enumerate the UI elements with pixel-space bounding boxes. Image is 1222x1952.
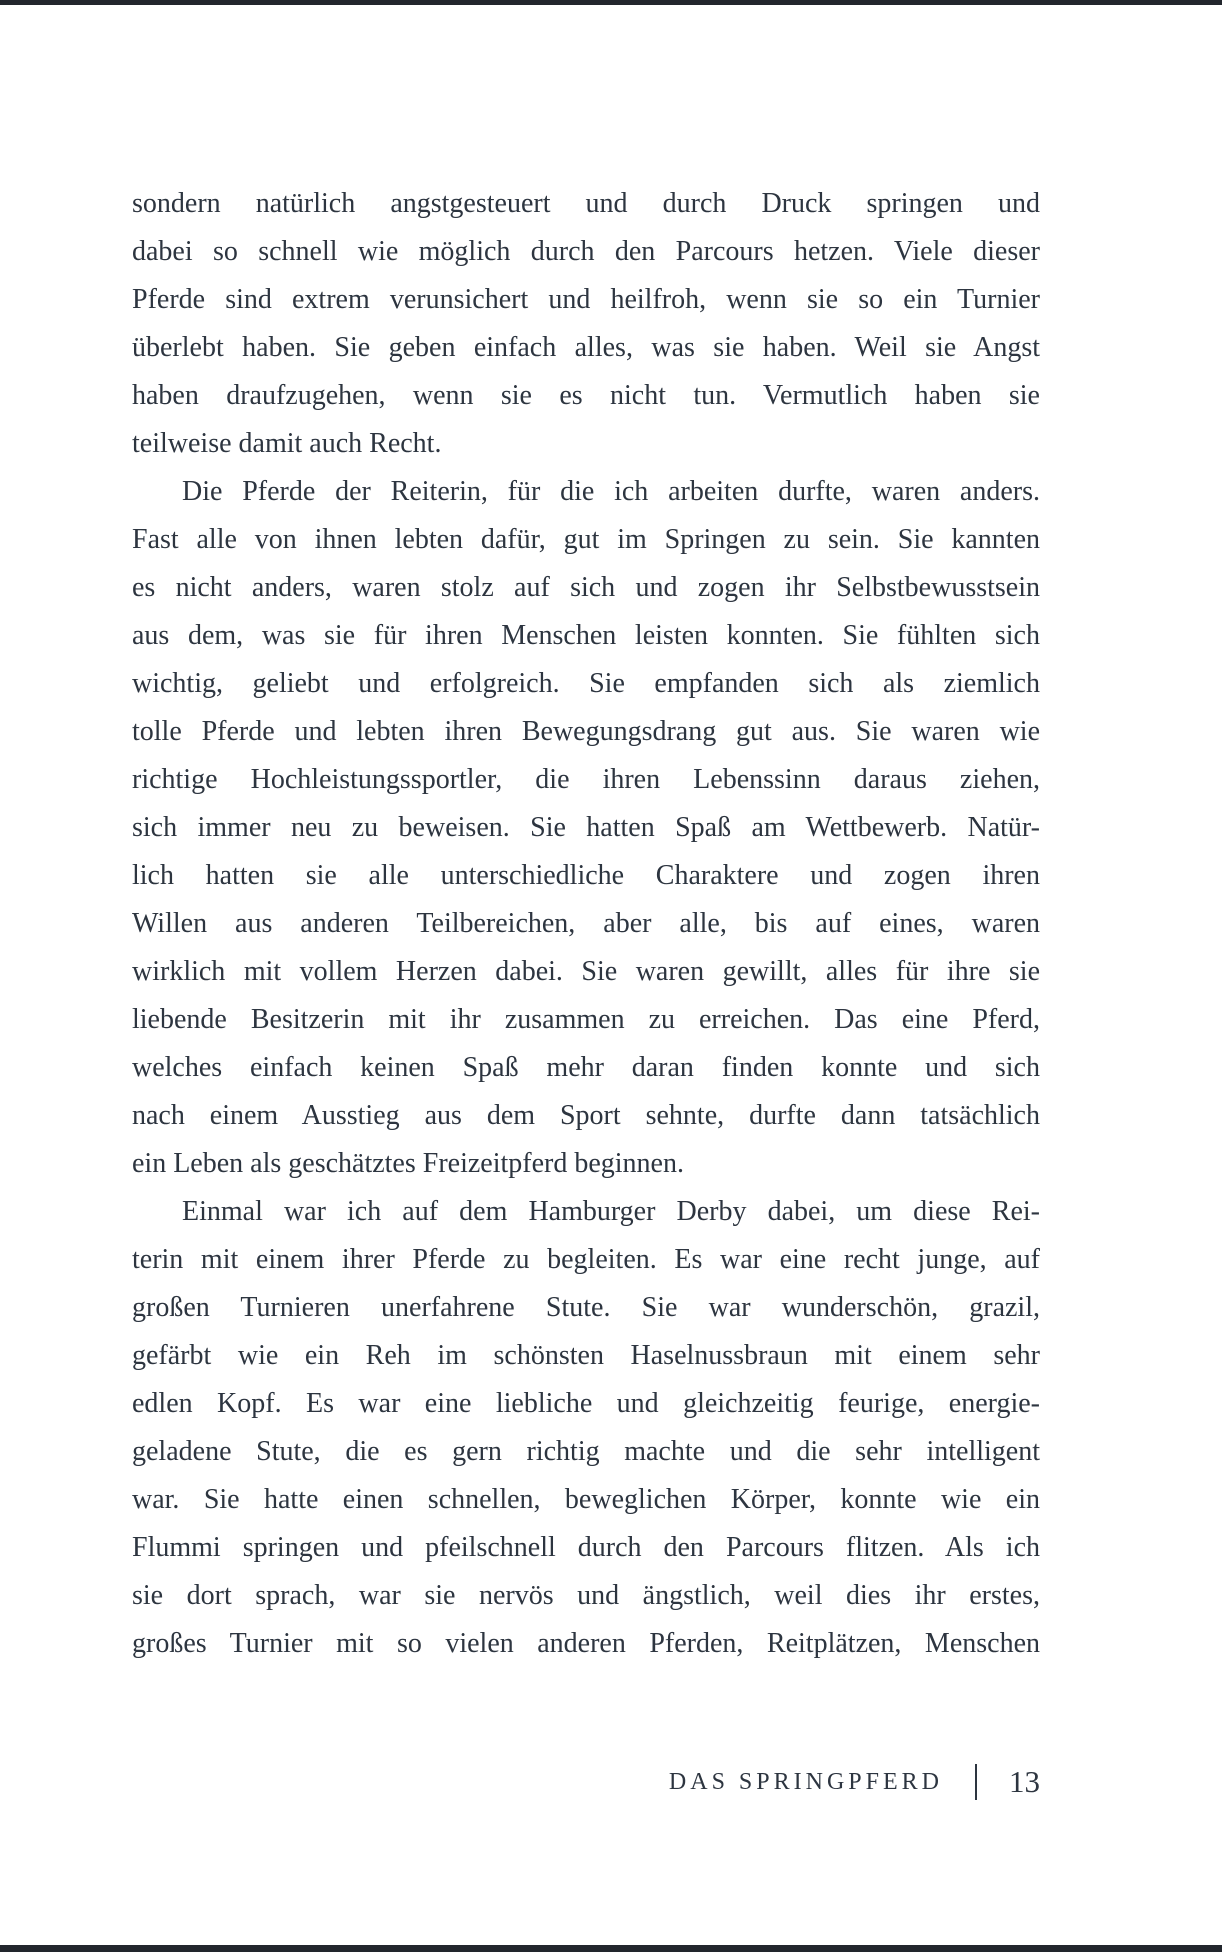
text-line: welches einfach keinen Spaß mehr daran finden konnte und sich bbox=[132, 1052, 1040, 1083]
text-line: lich hatten sie alle unterschiedliche Charaktere und zogen ihren bbox=[132, 860, 1040, 891]
chapter-title: DAS SPRINGPFERD bbox=[668, 1769, 943, 1795]
text-line: richtige Hochleistungssportler, die ihren Lebenssinn daraus ziehen, bbox=[132, 764, 1040, 795]
page-text-block bbox=[132, 180, 1040, 1668]
text-line: teilweise damit auch Recht. bbox=[132, 428, 442, 459]
text-line: großes Turnier mit so vielen anderen Pferden, Reitplätzen, Menschen bbox=[132, 1628, 1040, 1659]
text-line: Einmal war ich auf dem Hamburger Derby dabei, um diese Rei- bbox=[182, 1196, 1040, 1227]
text-line: ein Leben als geschätztes Freizeitpferd beginnen. bbox=[132, 1148, 684, 1179]
paragraph bbox=[132, 468, 1040, 1188]
text-line: gefärbt wie ein Reh im schönsten Haselnussbraun mit einem sehr bbox=[132, 1340, 1040, 1371]
running-footer bbox=[669, 1762, 1040, 1802]
text-line: wirklich mit vollem Herzen dabei. Sie waren gewillt, alles für ihre sie bbox=[132, 956, 1040, 987]
text-line: Fast alle von ihnen lebten dafür, gut im Springen zu sein. Sie kannten bbox=[132, 524, 1040, 555]
text-line: sondern natürlich angstgesteuert und durch Druck springen und bbox=[132, 188, 1040, 219]
text-line: Willen aus anderen Teilbereichen, aber alle, bis auf eines, waren bbox=[132, 908, 1040, 939]
text-line: tolle Pferde und lebten ihren Bewegungsdrang gut aus. Sie waren wie bbox=[132, 716, 1040, 747]
text-line: geladene Stute, die es gern richtig machte und die sehr intelligent bbox=[132, 1436, 1040, 1467]
text-line: war. Sie hatte einen schnellen, beweglichen Körper, konnte wie ein bbox=[132, 1484, 1040, 1515]
window-top-edge bbox=[0, 0, 1222, 5]
text-line: terin mit einem ihrer Pferde zu begleiten. Es war eine recht junge, auf bbox=[132, 1244, 1040, 1275]
text-line: sich immer neu zu beweisen. Sie hatten Spaß am Wettbewerb. Natür- bbox=[132, 812, 1040, 843]
footer-separator-bar bbox=[975, 1764, 977, 1800]
text-line: aus dem, was sie für ihren Menschen leisten konnten. Sie fühlten sich bbox=[132, 620, 1040, 651]
text-line: überlebt haben. Sie geben einfach alles, was sie haben. Weil sie Angst bbox=[132, 332, 1040, 363]
text-line: Flummi springen und pfeilschnell durch den Parcours flitzen. Als ich bbox=[132, 1532, 1040, 1563]
text-line: großen Turnieren unerfahrene Stute. Sie war wunderschön, grazil, bbox=[132, 1292, 1040, 1323]
text-line: edlen Kopf. Es war eine liebliche und gleichzeitig feurige, energie- bbox=[132, 1388, 1040, 1419]
text-line: dabei so schnell wie möglich durch den Parcours hetzen. Viele dieser bbox=[132, 236, 1040, 267]
text-line: es nicht anders, waren stolz auf sich und zogen ihr Selbstbewusstsein bbox=[132, 572, 1040, 603]
text-line: Die Pferde der Reiterin, für die ich arbeiten durfte, waren anders. bbox=[182, 476, 1040, 507]
paragraph bbox=[132, 1188, 1040, 1668]
text-line: nach einem Ausstieg aus dem Sport sehnte, durfte dann tatsächlich bbox=[132, 1100, 1040, 1131]
text-line: wichtig, geliebt und erfolgreich. Sie empfanden sich als ziemlich bbox=[132, 668, 1040, 699]
page-number: 13 bbox=[1009, 1764, 1040, 1799]
text-line: liebende Besitzerin mit ihr zusammen zu erreichen. Das eine Pferd, bbox=[132, 1004, 1040, 1035]
window-bottom-edge bbox=[0, 1945, 1222, 1952]
text-line: sie dort sprach, war sie nervös und ängstlich, weil dies ihr erstes, bbox=[132, 1580, 1040, 1611]
text-line: haben draufzugehen, wenn sie es nicht tun. Vermutlich haben sie bbox=[132, 380, 1040, 411]
paragraph bbox=[132, 180, 1040, 468]
text-line: Pferde sind extrem verunsichert und heilfroh, wenn sie so ein Turnier bbox=[132, 284, 1040, 315]
